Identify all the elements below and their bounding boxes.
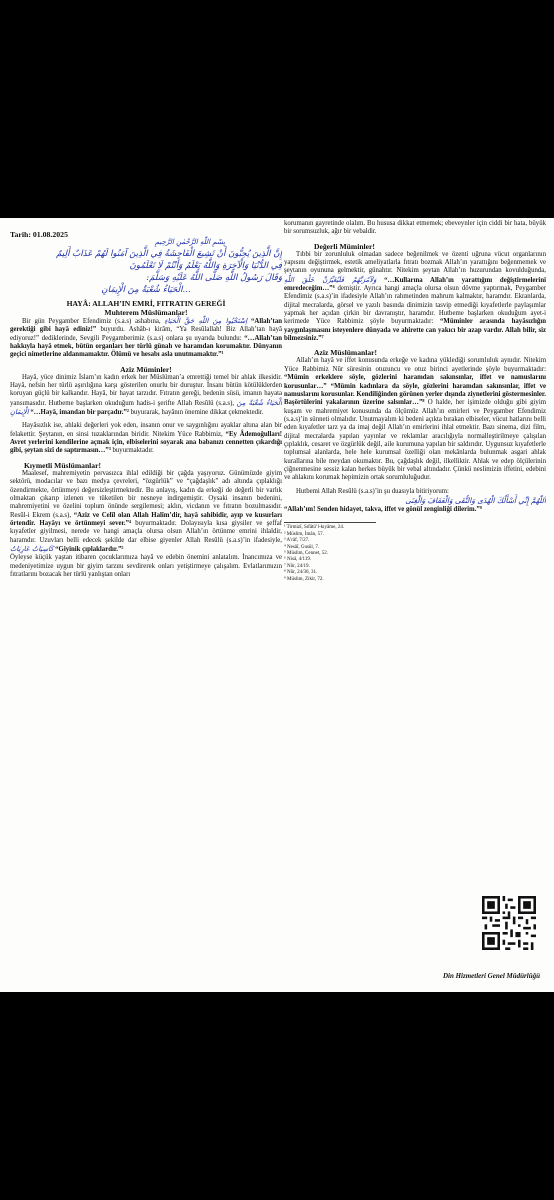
text: Maalesef, mahremiyetin pervasızca ihlal edildiği bir çağda yaşıyoruz. Günümüzde giyim sektörü, modacılar ve bazı medya çevreleri, “özgürlük” ve “çağdaşlık” adı altında çıplaklığı özendirmekte, örtünmeyi değersizleştirmektedir. Bu anlayış, kadın da erkeği de değerli bir varlık olmaktan çıkarıp izlenen ve tüketilen bir nesneye indirgemiştir. Oysaki insanın bedenini, mahremiyetini ve özelini toplum önünde sergilemesi; aklın, vicdanın ve fıtratın bozulmasıdır. Resûl-i Ekrem (s.a.s), — [10, 469, 282, 519]
verse-line-4: ...الْحَيَاءُ شُعْبَةٌ مِنَ الْإِيمَانِ — [101, 285, 191, 295]
opening-verses — [10, 248, 282, 296]
verse-line-2: فِي الدُّنْيَا وَالْآخِرَةِ وَاللَّهُ يَعْلَمُ وَأَنْتُمْ لَا تَعْلَمُونَ — [129, 261, 282, 271]
document-date: Tarih: 01.08.2025 — [10, 230, 68, 239]
footnote: ⁹ Müslim, Zikir, 72. — [284, 576, 324, 582]
quote: “Aziz ve Celîl olan Allah Halîm’dir, hayâ sahibidir, ayıp ve kusurları örtendir. Hayâyı ve örtünmeyi sever.”⁴ — [10, 511, 282, 527]
heading-degerli: Değerli Müminler! — [314, 241, 375, 251]
footnote: ⁵ Müslim, Cennet, 52. — [284, 550, 328, 556]
footnote: ⁸ Nûr, 24/30, 31. — [284, 570, 318, 576]
text: O halde, her işimizde olduğu gibi giyim kuşam ve mahremiyet konusunda da ölçümüz Allah’ın emirleri ve Peygamber Efendimiz (s.a.s)’in sünneti olmalıdır. Unutmayalım ki bedeni açıkta bırakan elbiseler, vücut hatlarını belli eden kıyafetler tarz ya da imaj değil Allah’ın emirlerini ihlal etmektir. Bazı sinema, dizi film, dijital mecralarda yapılan yayınlar ve reklamlar aracılığıyla normalleştirilmeye çalışılan çıplaklık, cesaret ve özgürlük değil, aile kurumuna yapılan bir saldırıdır. Uygunsuz kıyafetlerle toplumsal alanlarda, hele hele kurumsal özelliği olan mekânlarda bulunmak asgari ahlak kurallarına bile meydan okumaktır. Bu, çağdaşlık değil, ilkelliktir. Ahlak ve edep ölçülerinin çiğnenmesine sessiz kalan herkes büyük bir vebal altındadır. Çünkü neslimizin iffetini, edebini ve ahlakını korumak hepimizin ortak sorumluluğudur. — [284, 399, 546, 482]
footnote: ⁴ Nesâî, Gusül, 7. — [284, 544, 320, 550]
quote: “…Hayâ, imandan bir parçadır.”² — [30, 409, 129, 417]
footnote: ² Müslim, İmân, 57. — [284, 531, 324, 537]
text: demiştir. Ayrıca hangi amaçla olursa olsun dövme yaptırmak, Peygamber Efendimiz (s.a.s)’in ifadesiyle Allah’ın rahmetinden mahrum kalmaktır, haramdır. Ekranlarda, dijital mecralarda, görsel ve yazılı basında dinimizin tasvip etmediği kıyafetlerle paylaşımlar yapmak her açıdan çirkin bir davranıştır, haramdır. Hutbeme başlarken okuduğum ayet-i kerimede Yüce Rabbimiz şöyle buyurmaktadır: — [284, 285, 546, 326]
quote: “Giyinik çıplaklardır.”⁵ — [55, 545, 124, 553]
quote: “Mümin erkeklere söyle, gözlerini haramdan sakınsınlar, iffet ve namuslarını korusunlar…” “Mümin kadınlara da söyle, gözlerini haramdan sakınsınlar, iffet ve namuslarını korusunlar. Kendiliğinden görünen yerler dışında ziynetlerini göstermesinler. Başörtülerini yakalarının üzerine salsınlar…”⁸ — [284, 374, 546, 407]
text: Tıbbi bir zorunluluk olmadan sadece beğenilmek ve özenti uğruna vücut organlarının yapısını değiştirmek, estetik ameliyatlarla fıtratı bozmak Allah’ın yarattığını beğenmemek ve şeytanın oyununa gelmektir, günahtır. Nitekim şeytan Allah’ın huzurundan kovulduğunda, — [284, 250, 546, 275]
verse-line-1: إِنَّ الَّذِينَ يُحِبُّونَ أَنْ تَشِيعَ الْفَاحِشَةُ فِي الَّذِينَ آمَنُوا لَهُمْ عَذَابٌ أَلِيمٌ — [56, 249, 282, 259]
paragraph — [10, 422, 282, 455]
paragraph: Hutbemi Allah Resûlü (s.a.s)’in şu duasıyla bitiriyorum: — [296, 487, 449, 495]
text: buyurmaktadır. Dolayısıyla kısa giysiler ve şeffaf kıyafetler giyilmesi, nerede ve hangi amaçla olursa olsun Allah’ın örtünme emrini ihlaldir, haramdır. Uzuvları belli edecek şekilde dar elbise giyenler Allah Resûlü (s.a.s)’in ifadesiyle, — [10, 519, 282, 544]
sermon-document — [0, 218, 554, 992]
basmala-calligraphy: بِسْمِ اللّٰهِ الرَّحْمٰنِ الرَّحِيمِ — [154, 238, 226, 246]
quote: “…Allah’tan hakkıyla hayâ etmek, bütün organları her türlü günah ve haramdan korumaktır. Dünyanın geçici nimetlerine aldanmamaktır. Ölümü ve hesabı asla unutmamaktır.”¹ — [10, 334, 282, 359]
text: buyurmaktadır. — [112, 447, 154, 455]
qr-code-icon[interactable] — [482, 896, 536, 950]
left-column — [10, 218, 282, 992]
quote: “Müminler arasında hayâsızlığın yaygınlaşmasını isteyenlere dünyada ve ahirette can yakıcı bir azap vardır. Allah bilir, siz bilmezsiniz.”⁷ — [284, 318, 546, 343]
footnote: ¹ Tirmizî, Sıfâtü’l-kıyâme, 24. — [284, 525, 345, 531]
arabic-hadith: اَلْحَيَاءُ شُعْبَةٌ مِنَ الْإِيمَانِ — [10, 398, 282, 417]
heading-aziz-muminler: Aziz Müminler! — [120, 364, 172, 374]
heading-kiymetli: Kıymetli Müslümanlar! — [24, 460, 101, 470]
heading-aziz-muslumanlar: Aziz Müslümanlar! — [314, 348, 378, 358]
text: Bir gün Peygamber Efendimiz (s.a.s) ashabına, — [22, 318, 161, 325]
signature: Din Hizmetleri Genel Müdürlüğü — [442, 972, 540, 980]
heading-muhterem: Muhterem Müslümanlar! — [104, 308, 188, 317]
right-column — [284, 220, 546, 992]
text: buyurarak, hayânın önemine dikkat çekmektedir. — [130, 409, 264, 417]
paragraph — [284, 251, 546, 344]
paragraph — [284, 357, 546, 482]
footnote: ³ A’râf, 7/27. — [284, 538, 310, 544]
paragraph — [10, 374, 282, 418]
arabic-verse: وَلَآمُرَنَّهُمْ فَلَيُغَيِّرُنَّ خَلْقَ اللّٰهِ — [284, 275, 377, 284]
quote: “Allah’tan gerektiği gibi hayâ ediniz!” — [10, 318, 282, 334]
verse-line-3: وَقَالَ رَسُولُ اللَّهِ صَلَّى اللَّهُ عَلَيْهِ وَسَلَّمَ: — [146, 273, 282, 283]
text: Hayâ, yüce dinimiz İslam’ın kadın erkek her Müslüman’a emrettiği temel bir ahlak ilkesidir. Hayâ, nefsin her türlü aşırılığına karşı gösterilen onurlu bir duruştur. İnsanı bütün kötülüklerden koruyan güçlü bir kalkandır. Hayâ, bir hayat tarzıdır. Fıtratın gereği, bedenin süsü, imanın hayata yansımasıdır. Hutbeme başlarken okuduğum hadis-i şerifte Allah Resûlü (s.a.s), — [10, 373, 282, 407]
text: Allah’ın hayâ ve iffet konusunda erkeğe ve kadına yüklediği sorumluluk aynıdır. Nitekim Yüce Rabbimiz Nûr süresinin otuzuncu ve otuz birinci ayetlerinde şöyle buyurmaktadır: — [284, 357, 546, 373]
sermon-title: HAYÂ: ALLAH’IN EMRİ, FITRATIN GEREĞİ — [66, 299, 226, 308]
paragraph: korumanın gayretinde olalım. Bu hususa dikkat etmemek; ebeveynler için ciddi bir hata, büyük bir sorumsuzluk, ağır bir vebaldir. — [284, 220, 546, 236]
paragraph — [10, 317, 282, 360]
quote: “…Kullarına Allah’ın yarattığını değiştirmelerini emredeceğim…”⁶ — [284, 276, 546, 293]
text: Hayâsızlık ise, ahlaki değerleri yok eden, insanın onur ve saygınlığını ayaklar altına alan bir felakettir. Şeytanın, en sinsi tuzaklarından biridir. Nitekim Yüce Rabbimiz, — [10, 422, 282, 438]
footnotes — [284, 522, 376, 583]
closing-dua: “Allah’ım! Senden hidayet, takva, iffet ve gönül zenginliği dilerim.”⁹ — [284, 505, 482, 513]
arabic-hadith: كَاسِيَاتٌ عَارِيَاتٌ — [10, 544, 54, 553]
paragraph — [10, 470, 282, 554]
text: buyurdu. Ashâb-ı kirâm, “Ya Resûlallah! Biz Allah’tan hayâ ediyoruz!” dediklerinde, Sevgili Peygamberimiz (s.a.s) onlara şu uyarıda bulundu: — [10, 326, 282, 342]
closing-dua-arabic: اَللّٰهُمَّ إِنِّي أَسْأَلُكَ الْهُدَى وَالتُّقَى وَالْعَفَافَ وَالْغِنَى — [405, 495, 546, 505]
paragraph: Öyleyse küçük yaştan itibaren çocuklarımıza hayâ ve edebin önemini anlatalım. İnancımıza ve medeniyetimize uygun bir giyim tarzını sevdirerek onları yetiştirmeye çalışalım. Evlatlarımızın fıtratlarını bozacak her türlü yanlıştan onları — [10, 554, 282, 578]
footnote: ⁶ Nisâ, 4/119. — [284, 557, 312, 563]
arabic-hadith: اِسْتَحْيُوا مِنَ اللّٰهِ حَقَّ الْحَيَاءِ — [164, 317, 248, 325]
footnote: ⁷ Nûr, 24/19. — [284, 563, 310, 569]
quote: “Ey Âdemoğulları! Avret yerlerini kendilerine açmak için, elbiselerini soyarak ana babanızı cennetten çıkardığı gibi, şeytan sizi de saptırmasın…”³ — [10, 430, 282, 455]
